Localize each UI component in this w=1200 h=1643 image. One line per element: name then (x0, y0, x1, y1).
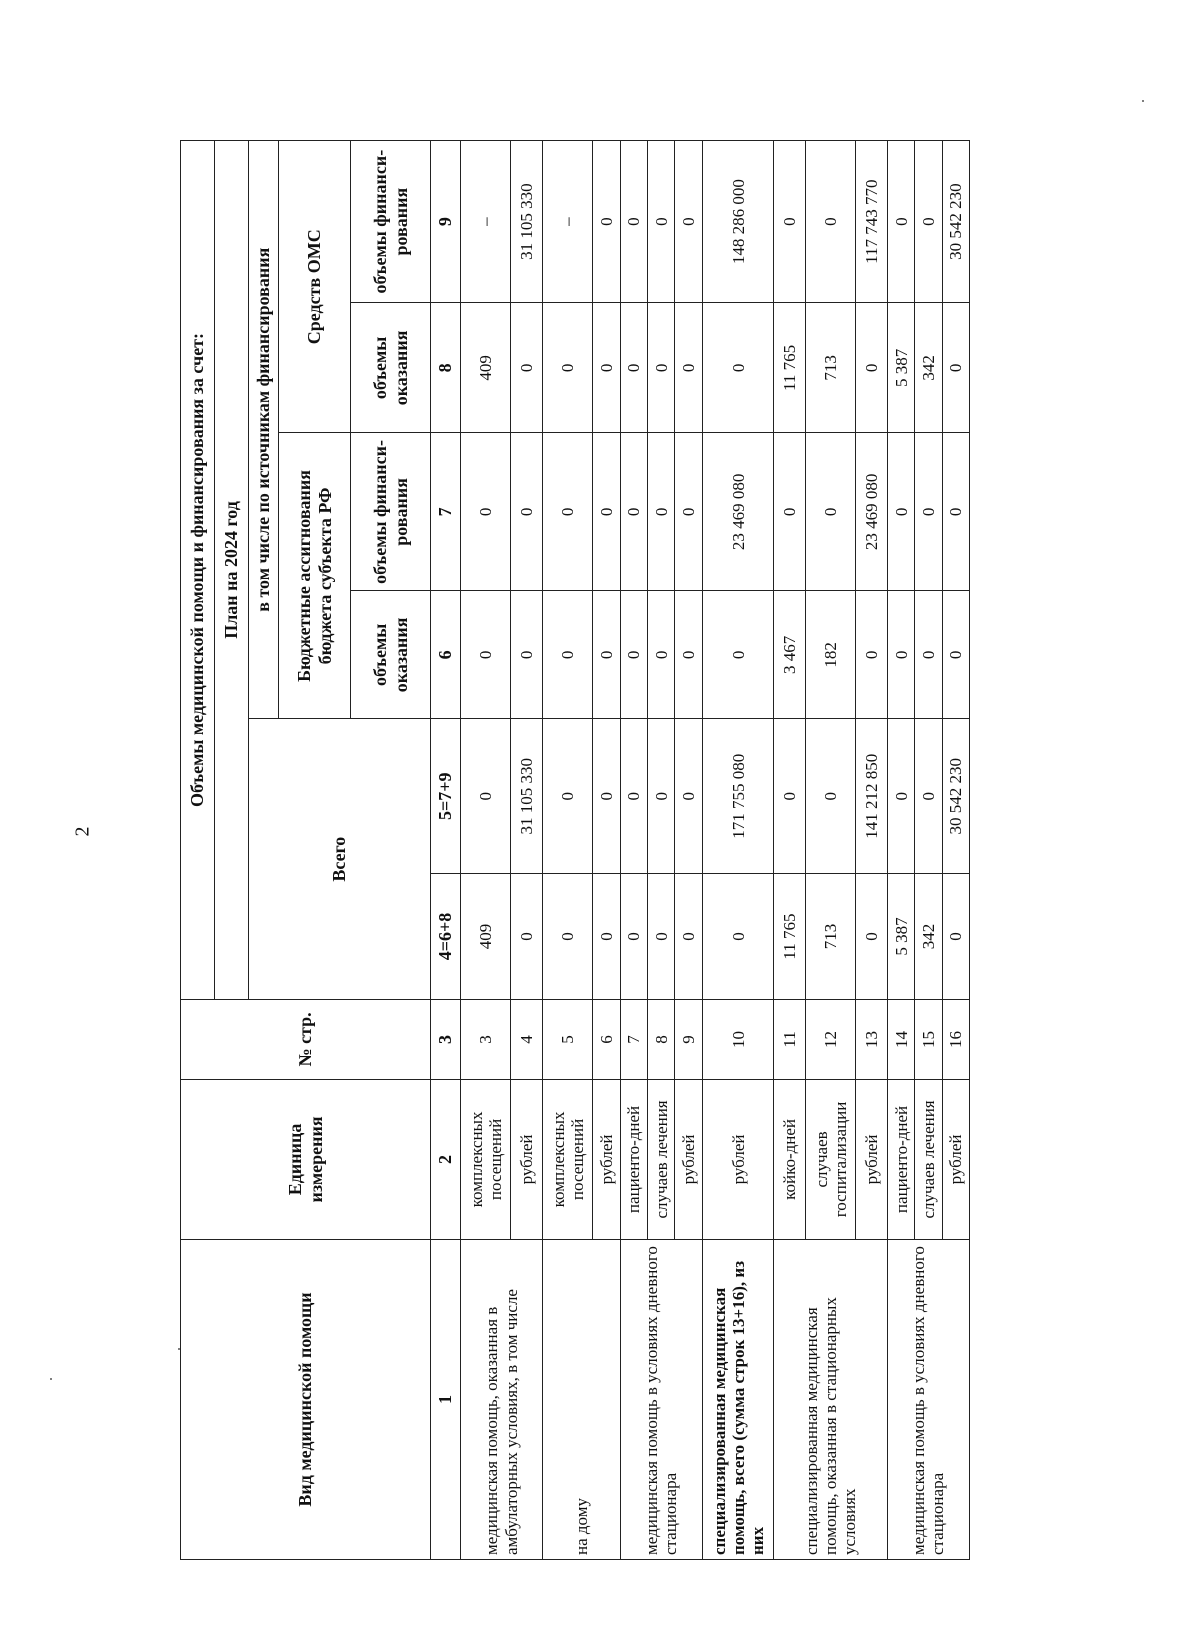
colnum: 8 (431, 303, 461, 433)
cell: 0 (543, 303, 593, 433)
cell: 0 (543, 433, 593, 591)
cell: 0 (887, 433, 914, 591)
cell: 0 (675, 591, 702, 719)
cell: 0 (805, 719, 855, 874)
row-unit: комплексных посещений (543, 1079, 593, 1239)
row-line: 13 (856, 999, 888, 1079)
table-row (887, 141, 914, 1560)
cell: 0 (942, 303, 969, 433)
cell: 0 (593, 303, 620, 433)
row-unit: случаев лечения (648, 1079, 675, 1239)
row-vid: медицинская помощь в условиях дневного стационара (887, 1239, 969, 1559)
cell: 0 (648, 141, 675, 303)
row-line: 11 (774, 999, 806, 1079)
cell: 0 (774, 719, 806, 874)
cell: 409 (461, 874, 511, 1000)
cell: 0 (620, 141, 647, 303)
cell: 11 765 (774, 303, 806, 433)
row-unit: комплексных посещений (461, 1079, 511, 1239)
cell: 0 (620, 874, 647, 1000)
cell: 0 (620, 433, 647, 591)
cell: 342 (915, 874, 942, 1000)
cell: 30 542 230 (942, 719, 969, 874)
cell: 0 (702, 591, 774, 719)
row-vid: медицинская помощь, оказанная в амбулаторных условиях, в том числе (461, 1239, 543, 1559)
cell: 0 (675, 303, 702, 433)
cell: 0 (511, 433, 543, 591)
header-total: Всего (249, 719, 431, 1000)
row-line: 9 (675, 999, 702, 1079)
cell: 23 469 080 (702, 433, 774, 591)
cell: 0 (805, 141, 855, 303)
cell: 182 (805, 591, 855, 719)
cell: 0 (543, 874, 593, 1000)
row-line: 7 (620, 999, 647, 1079)
row-vid: специализированная медицинская помощь, оказанная в стационарных условиях (774, 1239, 888, 1559)
row-unit: случаев госпитализации (805, 1079, 855, 1239)
row-unit: пациенто-дней (620, 1079, 647, 1239)
cell: 141 212 850 (856, 719, 888, 874)
colnum: 6 (431, 591, 461, 719)
cell: 30 542 230 (942, 141, 969, 303)
cell: 0 (461, 433, 511, 591)
cell: 0 (856, 874, 888, 1000)
cell: 342 (915, 303, 942, 433)
table-row (774, 141, 806, 1560)
colnum: 7 (431, 433, 461, 591)
cell: 148 286 000 (702, 141, 774, 303)
cell: 11 765 (774, 874, 806, 1000)
row-line: 8 (648, 999, 675, 1079)
colnum: 5=7+9 (431, 719, 461, 874)
header-budget-vol: объемы оказания (351, 591, 431, 719)
cell: 0 (915, 433, 942, 591)
column-number-row (431, 141, 461, 1560)
cell: 0 (593, 141, 620, 303)
row-line: 12 (805, 999, 855, 1079)
scan-speck (1142, 100, 1144, 102)
cell: 0 (593, 433, 620, 591)
cell: 0 (942, 433, 969, 591)
cell: 3 467 (774, 591, 806, 719)
page-number: 2 (71, 826, 94, 837)
rotated-table-wrapper (180, 140, 970, 1560)
row-unit: рублей (702, 1079, 774, 1239)
cell: 0 (511, 591, 543, 719)
row-line: 10 (702, 999, 774, 1079)
cell: – (461, 141, 511, 303)
cell: 0 (856, 303, 888, 433)
table-row (620, 141, 647, 1560)
cell: 0 (774, 433, 806, 591)
row-line: 15 (915, 999, 942, 1079)
colnum: 3 (431, 999, 461, 1079)
cell: 0 (675, 433, 702, 591)
cell: 0 (856, 591, 888, 719)
header-budget: Бюджетные ассигнования бюджета субъекта РФ (279, 433, 351, 719)
cell: 0 (887, 591, 914, 719)
header-budget-fin: объемы финанси-рования (351, 433, 431, 591)
row-unit: случаев лечения (915, 1079, 942, 1239)
cell: 5 387 (887, 874, 914, 1000)
row-line: 6 (593, 999, 620, 1079)
header-oms: Средств ОМС (279, 141, 351, 433)
row-vid: медицинская помощь в условиях дневного стационара (620, 1239, 702, 1559)
row-vid: специализированная медицинская помощь, всего (сумма строк 13+16), из них (702, 1239, 774, 1559)
cell: 0 (511, 874, 543, 1000)
header-plan: План на 2024 год (215, 141, 249, 1000)
cell: 0 (702, 874, 774, 1000)
cell: 0 (702, 303, 774, 433)
row-unit: рублей (593, 1079, 620, 1239)
cell: 171 755 080 (702, 719, 774, 874)
cell: 0 (942, 874, 969, 1000)
row-vid: на дому (543, 1239, 621, 1559)
medical-aid-volume-table (180, 140, 970, 1560)
cell: 0 (648, 591, 675, 719)
row-line: 3 (461, 999, 511, 1079)
cell: 0 (805, 433, 855, 591)
cell: 0 (593, 719, 620, 874)
cell: 0 (648, 303, 675, 433)
cell: 23 469 080 (856, 433, 888, 591)
cell: 0 (675, 141, 702, 303)
row-unit: койко-дней (774, 1079, 806, 1239)
cell: 0 (942, 591, 969, 719)
table-row (543, 141, 593, 1560)
cell: 0 (675, 874, 702, 1000)
table-row (461, 141, 511, 1560)
row-line: 5 (543, 999, 593, 1079)
header-sources: в том числе по источникам финансирования (249, 141, 279, 719)
row-unit: пациенто-дней (887, 1079, 914, 1239)
header-oms-fin: объемы финанси-рования (351, 141, 431, 303)
cell: 31 105 330 (511, 719, 543, 874)
row-unit: рублей (856, 1079, 888, 1239)
cell: 0 (648, 874, 675, 1000)
colnum: 2 (431, 1079, 461, 1239)
cell: 0 (543, 591, 593, 719)
cell: 713 (805, 874, 855, 1000)
scan-speck (50, 1378, 52, 1380)
cell: 0 (461, 591, 511, 719)
colnum: 9 (431, 141, 461, 303)
header-unit: Единица измерения (181, 1079, 431, 1239)
cell: 0 (593, 874, 620, 1000)
row-unit: рублей (511, 1079, 543, 1239)
cell: 0 (887, 141, 914, 303)
cell: 0 (675, 719, 702, 874)
cell: 0 (511, 303, 543, 433)
cell: 0 (648, 433, 675, 591)
cell: 0 (543, 719, 593, 874)
colnum: 4=6+8 (431, 874, 461, 1000)
row-line: 14 (887, 999, 914, 1079)
row-unit: рублей (675, 1079, 702, 1239)
cell: 0 (620, 719, 647, 874)
cell: 0 (648, 719, 675, 874)
table-row (702, 141, 774, 1560)
row-line: 4 (511, 999, 543, 1079)
row-unit: рублей (942, 1079, 969, 1239)
cell: 5 387 (887, 303, 914, 433)
cell: 0 (593, 591, 620, 719)
cell: 0 (620, 303, 647, 433)
header-vid: Вид медицинской помощи (181, 1239, 431, 1559)
cell: 409 (461, 303, 511, 433)
colnum: 1 (431, 1239, 461, 1559)
cell: 713 (805, 303, 855, 433)
cell: 31 105 330 (511, 141, 543, 303)
cell: 0 (915, 719, 942, 874)
cell: 0 (461, 719, 511, 874)
row-line: 16 (942, 999, 969, 1079)
cell: 0 (915, 141, 942, 303)
cell: – (543, 141, 593, 303)
cell: 0 (915, 591, 942, 719)
cell: 117 743 770 (856, 141, 888, 303)
cell: 0 (887, 719, 914, 874)
header-line: № стр. (181, 999, 431, 1079)
cell: 0 (774, 141, 806, 303)
cell: 0 (620, 591, 647, 719)
header-oms-vol: объемы оказания (351, 303, 431, 433)
header-main: Объемы медицинской помощи и финансирования за счет: (181, 141, 215, 1000)
